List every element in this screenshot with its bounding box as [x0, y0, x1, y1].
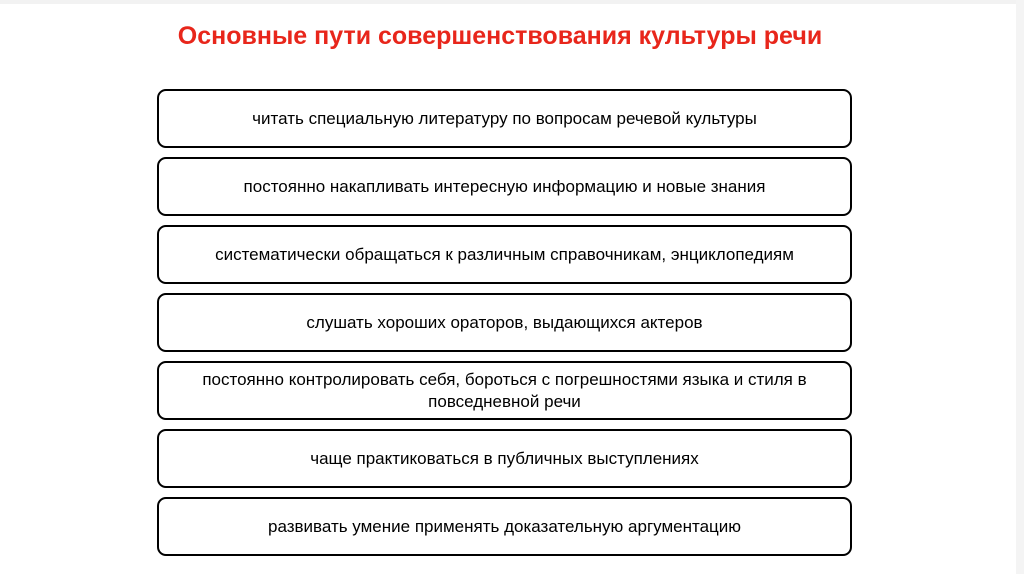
- ways-list: [157, 89, 852, 565]
- list-item-argumentation: развивать умение применять доказательную аргументацию: [157, 497, 852, 556]
- list-item-self-control: постоянно контролировать себя, бороться с погрешностями языка и стиля в повседневной речи: [157, 361, 852, 420]
- page-title: Основные пути совершенствования культуры речи: [177, 22, 823, 50]
- list-item-practice-speaking: чаще практиковаться в публичных выступлениях: [157, 429, 852, 488]
- list-item-accumulate-knowledge: постоянно накапливать интересную информацию и новые знания: [157, 157, 852, 216]
- list-item-use-references: систематически обращаться к различным справочникам, энциклопедиям: [157, 225, 852, 284]
- top-edge-bar: [0, 0, 1024, 4]
- list-item-read-literature: читать специальную литературу по вопросам речевой культуры: [157, 89, 852, 148]
- list-item-listen-orators: слушать хороших ораторов, выдающихся актеров: [157, 293, 852, 352]
- right-edge-bar: [1016, 0, 1024, 574]
